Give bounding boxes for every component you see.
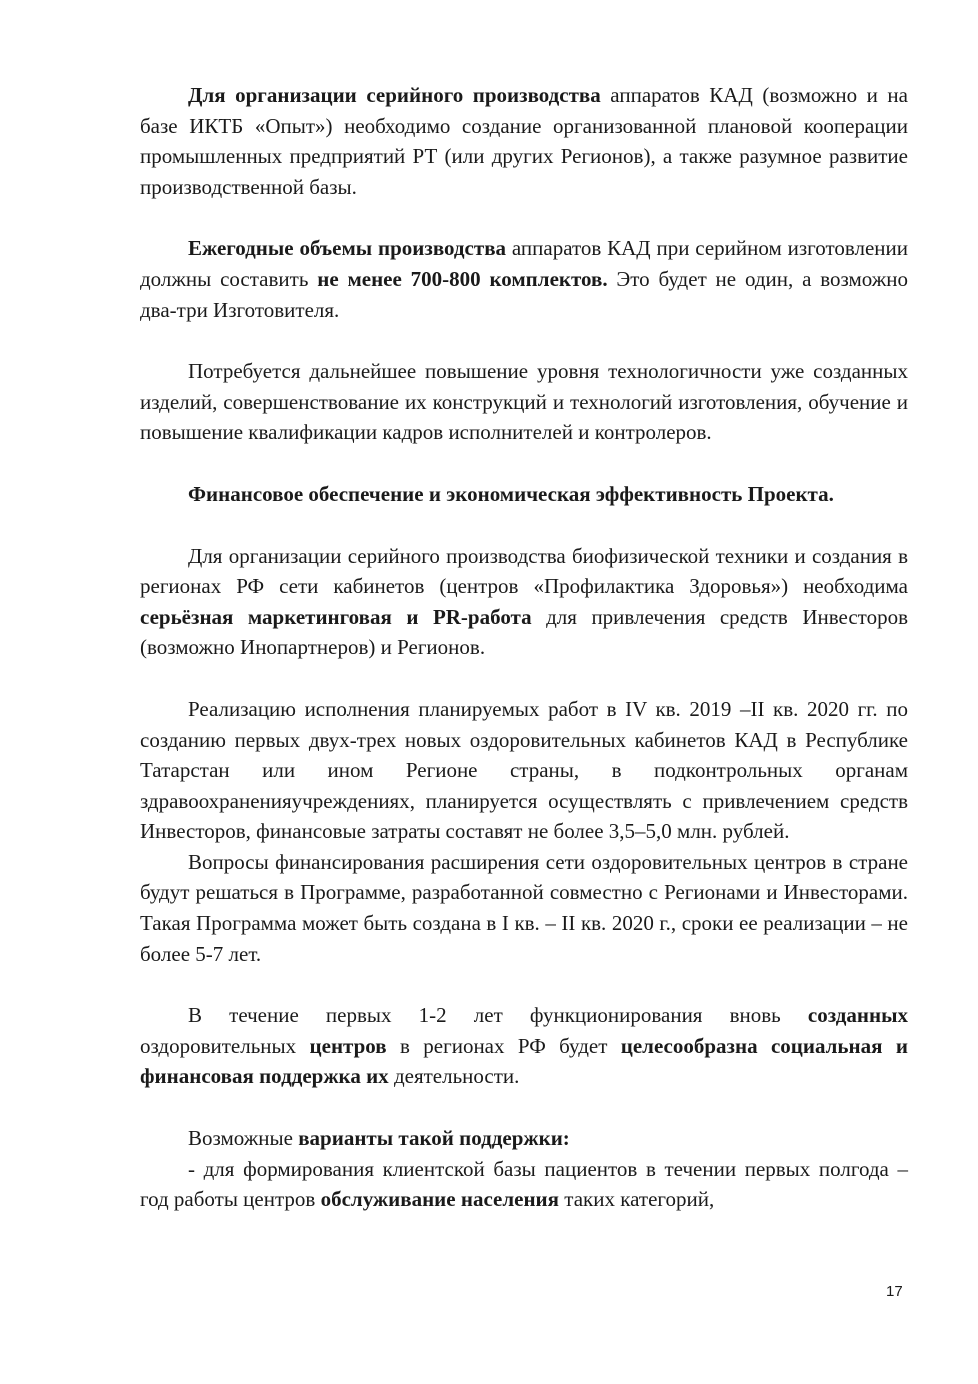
paragraph — [140, 1000, 908, 1092]
text-run: таких категорий, — [559, 1187, 715, 1212]
paragraph — [140, 1123, 908, 1154]
paragraph — [140, 847, 908, 969]
paragraph — [140, 80, 908, 202]
section-heading — [140, 479, 908, 510]
paragraph — [140, 1154, 908, 1215]
text-run: Реализацию исполнения планируемых работ в IV кв. 2019 –II кв. 2020 гг. по созданию первых двух-трех новых оздоровительных кабинетов КАД в Республике Татарстан или ином Регионе страны, в подконтрольных органам здравоохраненияучреждениях, планируется осуществлять с привлечением средств Инвесторов, финансовые затраты составят не более 3,5–5,0 млн. рублей. — [140, 696, 908, 844]
text-run: - для формирования клиентской базы пациентов в течении первых полгода – год работы центров — [140, 1156, 908, 1212]
paragraph — [140, 233, 908, 325]
text-run: аппаратов КАД (возможно и на базе ИКТБ «Опыт») необходимо создание организованной плановой кооперации промышленных предприятий РТ (или других Регионов), а также разумное развитие производственной базы. — [140, 83, 908, 199]
bold-text: варианты такой поддержки: — [298, 1126, 570, 1151]
bold-text: центров — [309, 1033, 387, 1058]
text-run: для привлечения средств Инвесторов (возможно Инопартнеров) и Регионов. — [140, 604, 908, 660]
text-run: оздоровительных — [140, 1033, 310, 1058]
text-run: деятельности. — [388, 1064, 520, 1089]
paragraph — [140, 694, 908, 847]
text-run: В течение первых 1-2 лет функционирования вновь — [188, 1003, 808, 1028]
text-run: Это будет не один, а возможно два-три Изготовителя. — [140, 266, 908, 322]
text-run: Потребуется дальнейшее повышение уровня технологичности уже созданных изделий, совершенствование их конструкций и технологий изготовления, обучение и повышение квалификации кадров исполнителей и контролеров. — [140, 359, 908, 445]
bold-text: обслуживание населения — [320, 1187, 560, 1212]
paragraph — [140, 541, 908, 663]
text-run: в регионах РФ будет — [386, 1033, 621, 1058]
paragraph — [140, 356, 908, 448]
text-run: Для организации серийного производства биофизической техники и создания в регионах РФ сети кабинетов (центров «Профилактика Здоровья») необходима — [140, 543, 908, 599]
text-run: Возможные — [188, 1126, 299, 1151]
page-number: 17 — [886, 1283, 903, 1300]
text-run: аппаратов КАД при серийном изготовлении должны составить — [140, 236, 908, 291]
bold-text: серьёзная маркетинговая и PR-работа — [140, 604, 532, 629]
text-run: Вопросы финансирования расширения сети оздоровительных центров в стране будут решаться в Программе, разработанной совместно с Регионами и Инвесторами. Такая Программа может быть создана в I кв. – II кв. 2020 г., сроки ее реализации – не более 5-7 лет. — [140, 849, 908, 966]
document-body — [140, 80, 908, 1215]
bold-text: не менее 700-800 комплектов. — [317, 266, 608, 291]
bold-text: целесообразна социальная и финансовая поддержка их — [140, 1033, 908, 1089]
bold-text: Финансовое обеспечение и экономическая эффективность Проекта. — [188, 481, 834, 506]
bold-text: созданных — [807, 1003, 908, 1028]
bold-text: Для организации серийного производства — [188, 83, 601, 107]
bold-text: Ежегодные объемы производства — [188, 236, 507, 261]
